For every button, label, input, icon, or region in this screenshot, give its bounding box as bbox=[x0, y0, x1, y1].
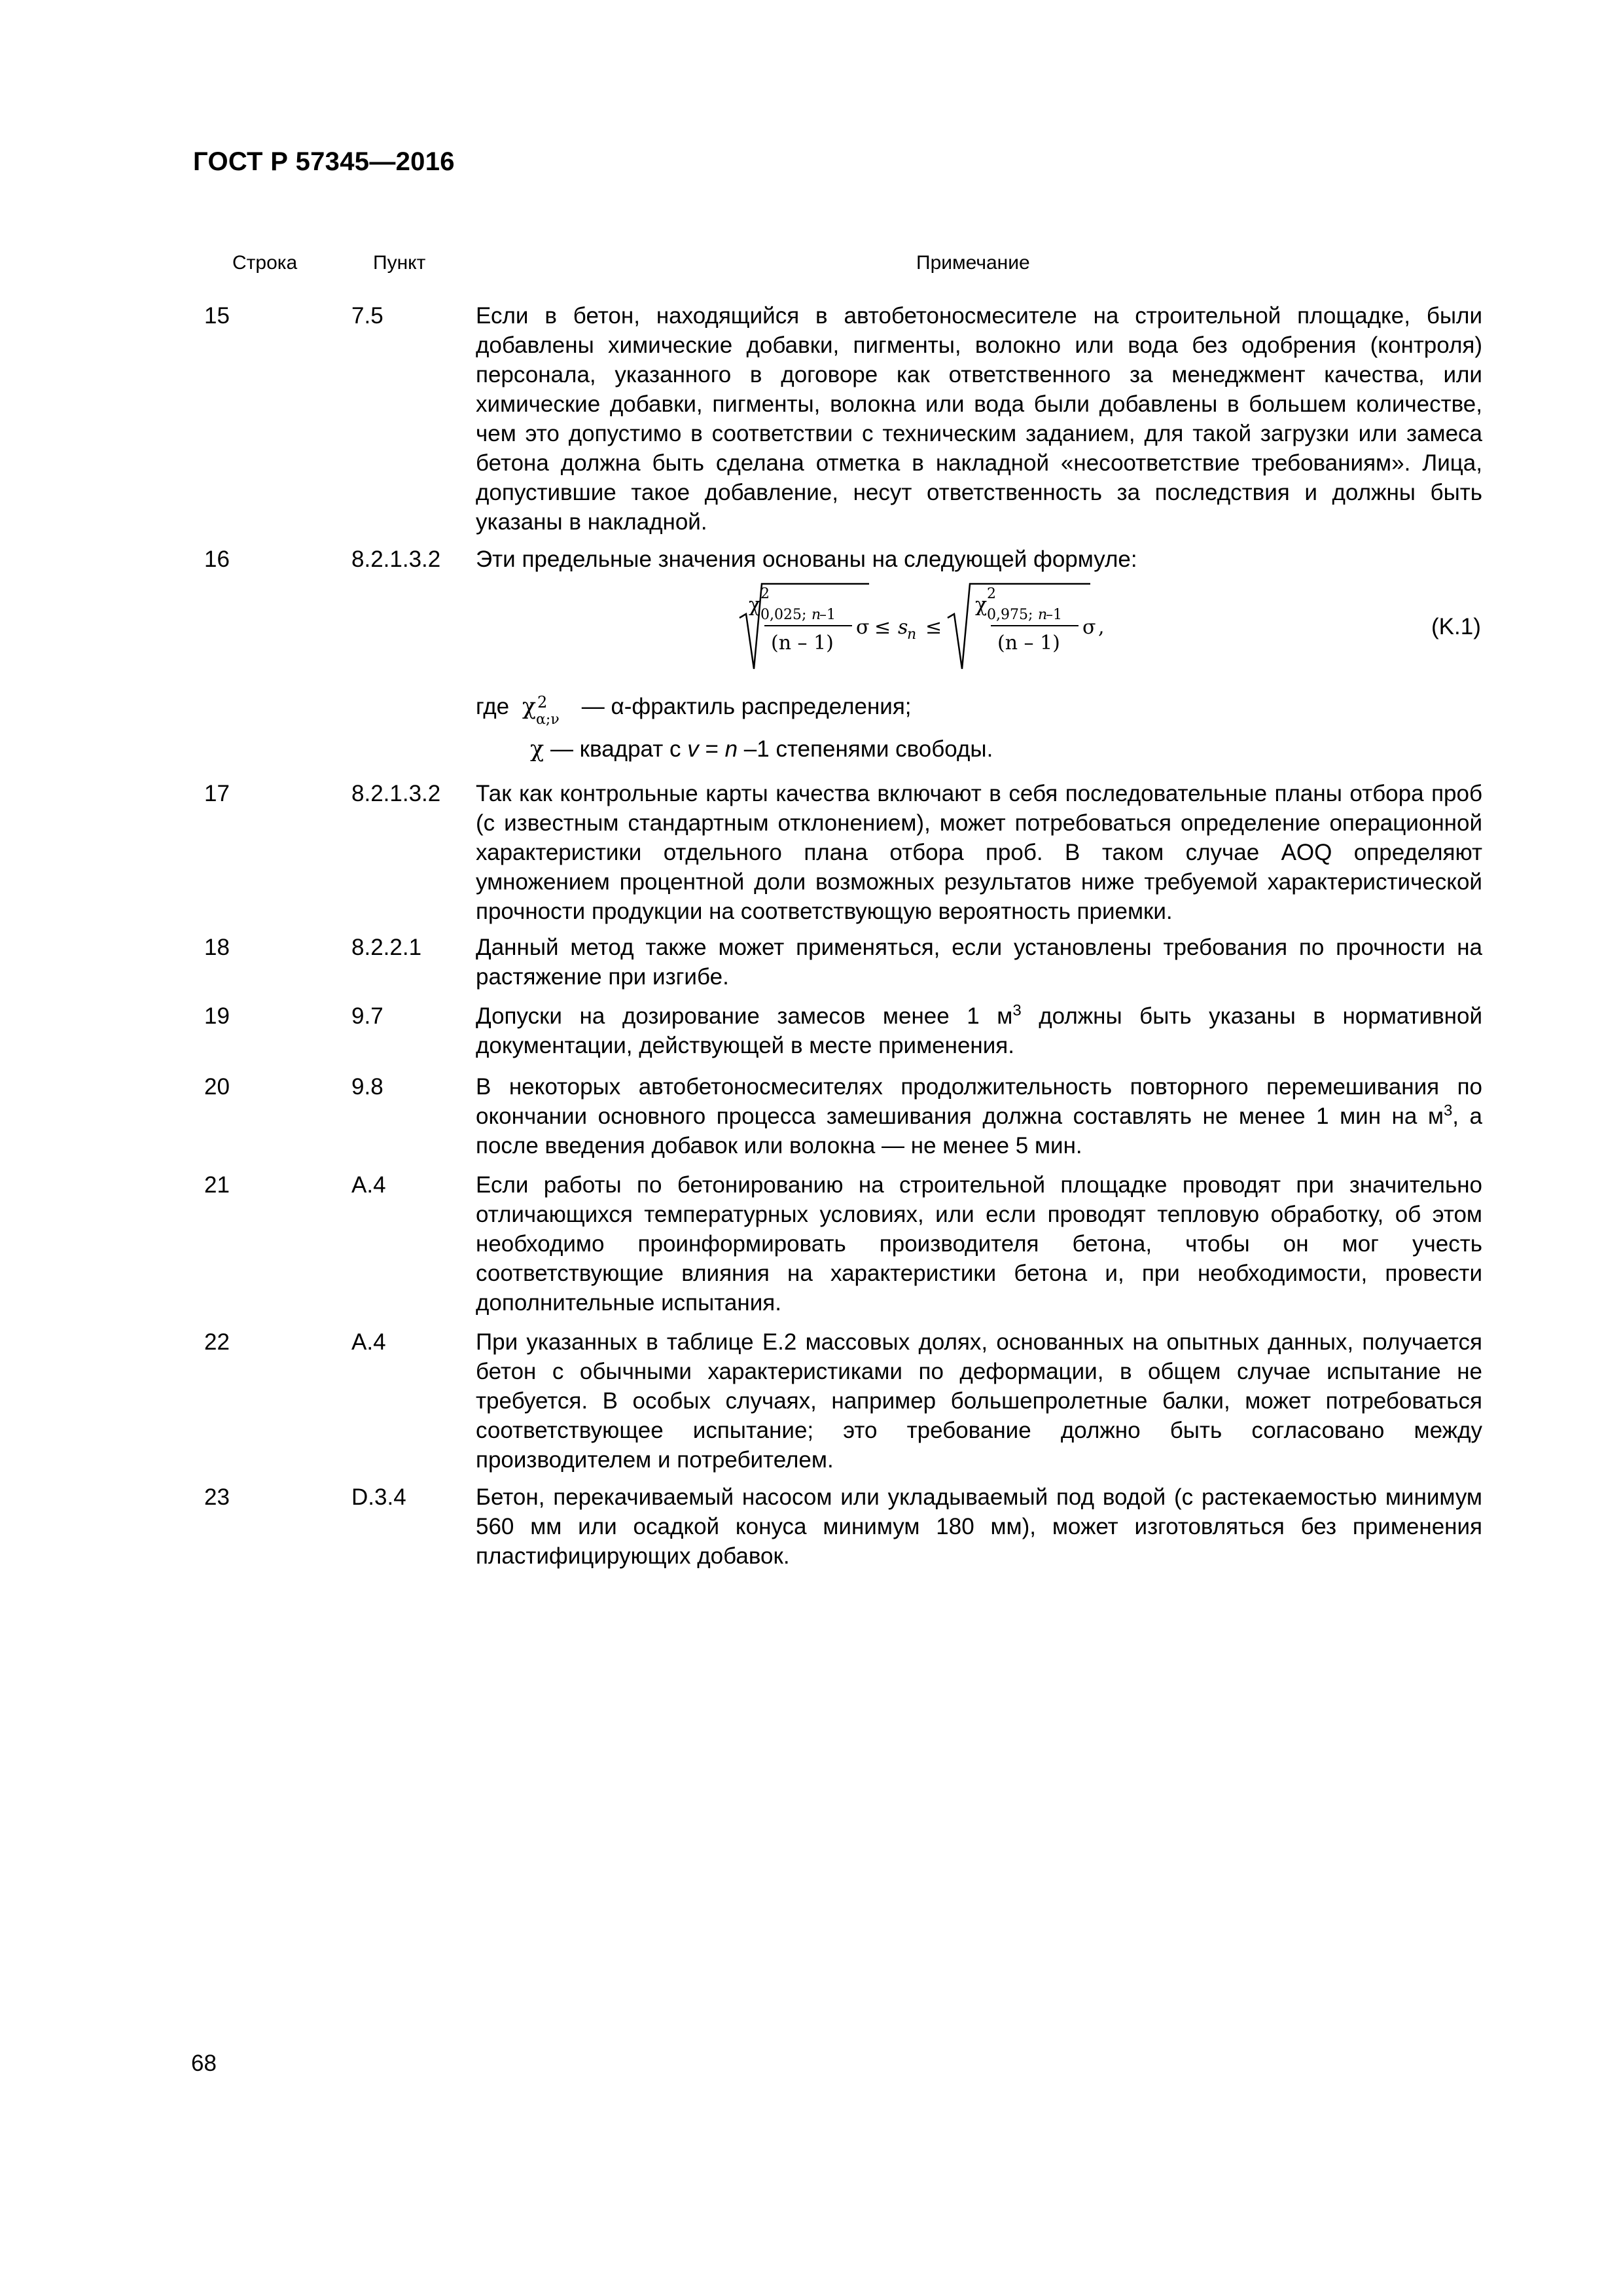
where-word: где bbox=[476, 694, 510, 719]
row-number: 20 bbox=[204, 1074, 230, 1100]
row-item: A.4 bbox=[351, 1172, 386, 1198]
row-note: Данный метод также может применяться, если установлены требования по прочности на растяжение при изгибе. bbox=[476, 935, 1482, 990]
formula-k1 bbox=[726, 577, 1185, 675]
chi-definition-2b: –1 степенями свободы. bbox=[738, 736, 993, 762]
n-symbol: n bbox=[724, 736, 738, 762]
row-item: 7.5 bbox=[351, 303, 383, 329]
row-item: D.3.4 bbox=[351, 1484, 406, 1510]
row-note: Если в бетон, находящийся в автобетоносмесителе на строительной площадке, были добавлены химические добавки, пигменты, волокно или вода без одобрения (контроля) персонала, указанного в договоре как ответственного за менеджмент качества, или химические добавки, пигменты, волокна или вода были добавлены в большем количестве, чем это допустимо в соответствии с техническим заданием, для такой загрузки или замеса бетона должна быть сделана отметка в накладной «несоответствие требованиям». Лица, допустившие такое добавление, несут ответственность за последствия и должны быть указаны в накладной. bbox=[476, 303, 1482, 535]
denominator-right: (n – 1) bbox=[997, 632, 1060, 655]
row-number: 23 bbox=[204, 1484, 230, 1510]
document-code: ГОСТ Р 57345—2016 bbox=[193, 147, 455, 176]
leq-2: ≤ bbox=[925, 616, 942, 639]
note-text: должны быть указаны в нормативной документации, действующей в месте применения. bbox=[476, 1003, 1483, 1058]
chi-left-sub-n: n bbox=[812, 607, 821, 623]
denominator-left: (n – 1) bbox=[771, 632, 834, 655]
row-note: При указанных в таблице Е.2 массовых долях, основанных на опытных данных, получается бетон с обычными характеристиками по деформации, в общем случае испытание не требуется. В особых случаях, например большепролетные балки, может потребоваться соответствующее испытание; это требование должно быть согласовано между производителем и потребителем. bbox=[476, 1329, 1482, 1473]
row-number: 22 bbox=[204, 1329, 230, 1355]
chi-right-sub-n: n bbox=[1038, 607, 1048, 623]
row-item: 8.2.2.1 bbox=[351, 935, 422, 960]
row-number: 18 bbox=[204, 935, 230, 960]
chi-sub: α;ν bbox=[536, 711, 560, 728]
chi-left: χ bbox=[749, 594, 761, 617]
sigma-left: σ bbox=[856, 616, 870, 639]
column-header-note: Примечание bbox=[916, 252, 1030, 274]
row-number: 19 bbox=[204, 1003, 230, 1029]
leq-1: ≤ bbox=[874, 616, 891, 639]
chi-left-sub: 0,025; bbox=[760, 607, 807, 623]
formula-comma: , bbox=[1098, 616, 1105, 639]
chi-indices bbox=[536, 692, 575, 728]
row-number: 17 bbox=[204, 781, 230, 806]
row-note bbox=[476, 1072, 1482, 1160]
note-text: , а после введения добавок или волокна — не менее 5 мин. bbox=[476, 1103, 1482, 1158]
row-item: 8.2.1.3.2 bbox=[351, 547, 441, 572]
row-item: 8.2.1.3.2 bbox=[351, 781, 441, 806]
row-number: 21 bbox=[204, 1172, 230, 1198]
v-symbol: v bbox=[687, 736, 699, 762]
page-number: 68 bbox=[191, 2051, 217, 2076]
chi-right-sub: 0,975; bbox=[987, 607, 1033, 623]
row-item: 9.8 bbox=[351, 1074, 383, 1100]
chi-symbol-2: χ bbox=[530, 736, 544, 762]
formula-block bbox=[0, 545, 1623, 780]
chi-definition-2a: — квадрат с bbox=[550, 736, 688, 762]
chi-symbol: χ bbox=[522, 694, 537, 720]
eq-symbol: = bbox=[698, 736, 725, 762]
note-text: Допуски на дозирование замесов менее 1 м bbox=[476, 1003, 1013, 1029]
chi-right: χ bbox=[975, 594, 988, 617]
row-number: 15 bbox=[204, 303, 230, 329]
row-note bbox=[476, 1001, 1482, 1060]
chi-sup: 2 bbox=[537, 693, 548, 711]
note-text: В некоторых автобетоносмесителях продолжительность повторного перемешивания по окончании основного процесса замешивания должна составлять не менее 1 мин на м bbox=[476, 1074, 1482, 1129]
s-sub-n: n bbox=[907, 626, 917, 643]
cube-superscript: 3 bbox=[1012, 1001, 1022, 1020]
chi-definition-line bbox=[530, 734, 993, 764]
formula-number: (K.1) bbox=[1431, 614, 1481, 639]
row-note: Так как контрольные карты качества включают в себя последовательные планы отбора проб (с известным стандартным отклонением), может потребоваться определение операционной характеристики отдельного плана отбора проб. В таком случае AOQ определяют умножением процентной доли возможных результатов ниже требуемой характеристической прочности продукции на соответствующую вероятность приемки. bbox=[476, 781, 1482, 924]
chi-left-sub-m1: –1 bbox=[819, 607, 836, 623]
row-note: Эти предельные значения основаны на следующей формуле: bbox=[476, 547, 1137, 572]
row-note: Если работы по бетонированию на строительной площадке проводят при значительно отличающихся температурных условиях, или если проводят тепловую обработку, об этом необходимо проинформировать производителя бетона, чтобы он мог учесть соответствующие влияния на характеристики бетона и, при необходимости, провести дополнительные испытания. bbox=[476, 1172, 1482, 1316]
column-header-row: Строка bbox=[232, 252, 298, 274]
cube-superscript: 3 bbox=[1443, 1102, 1453, 1120]
chi-right-sub-m1: –1 bbox=[1046, 607, 1062, 623]
row-number: 16 bbox=[204, 547, 230, 572]
row-item: 9.7 bbox=[351, 1003, 383, 1029]
column-header-item: Пункт bbox=[373, 252, 426, 274]
sigma-right: σ bbox=[1082, 616, 1096, 639]
chi-left-sup: 2 bbox=[760, 586, 770, 602]
row-item: A.4 bbox=[351, 1329, 386, 1355]
chi-definition-1: — α-фрактиль распределения; bbox=[581, 694, 912, 719]
chi-right-sup: 2 bbox=[987, 586, 996, 602]
row-note: Бетон, перекачиваемый насосом или укладываемый под водой (с растекаемостью минимум 560 мм или осадкой конуса минимум 180 мм), может изготовляться без применения пластифицирующих добавок. bbox=[476, 1484, 1482, 1569]
where-line bbox=[476, 692, 912, 728]
s-symbol: s bbox=[898, 616, 908, 639]
